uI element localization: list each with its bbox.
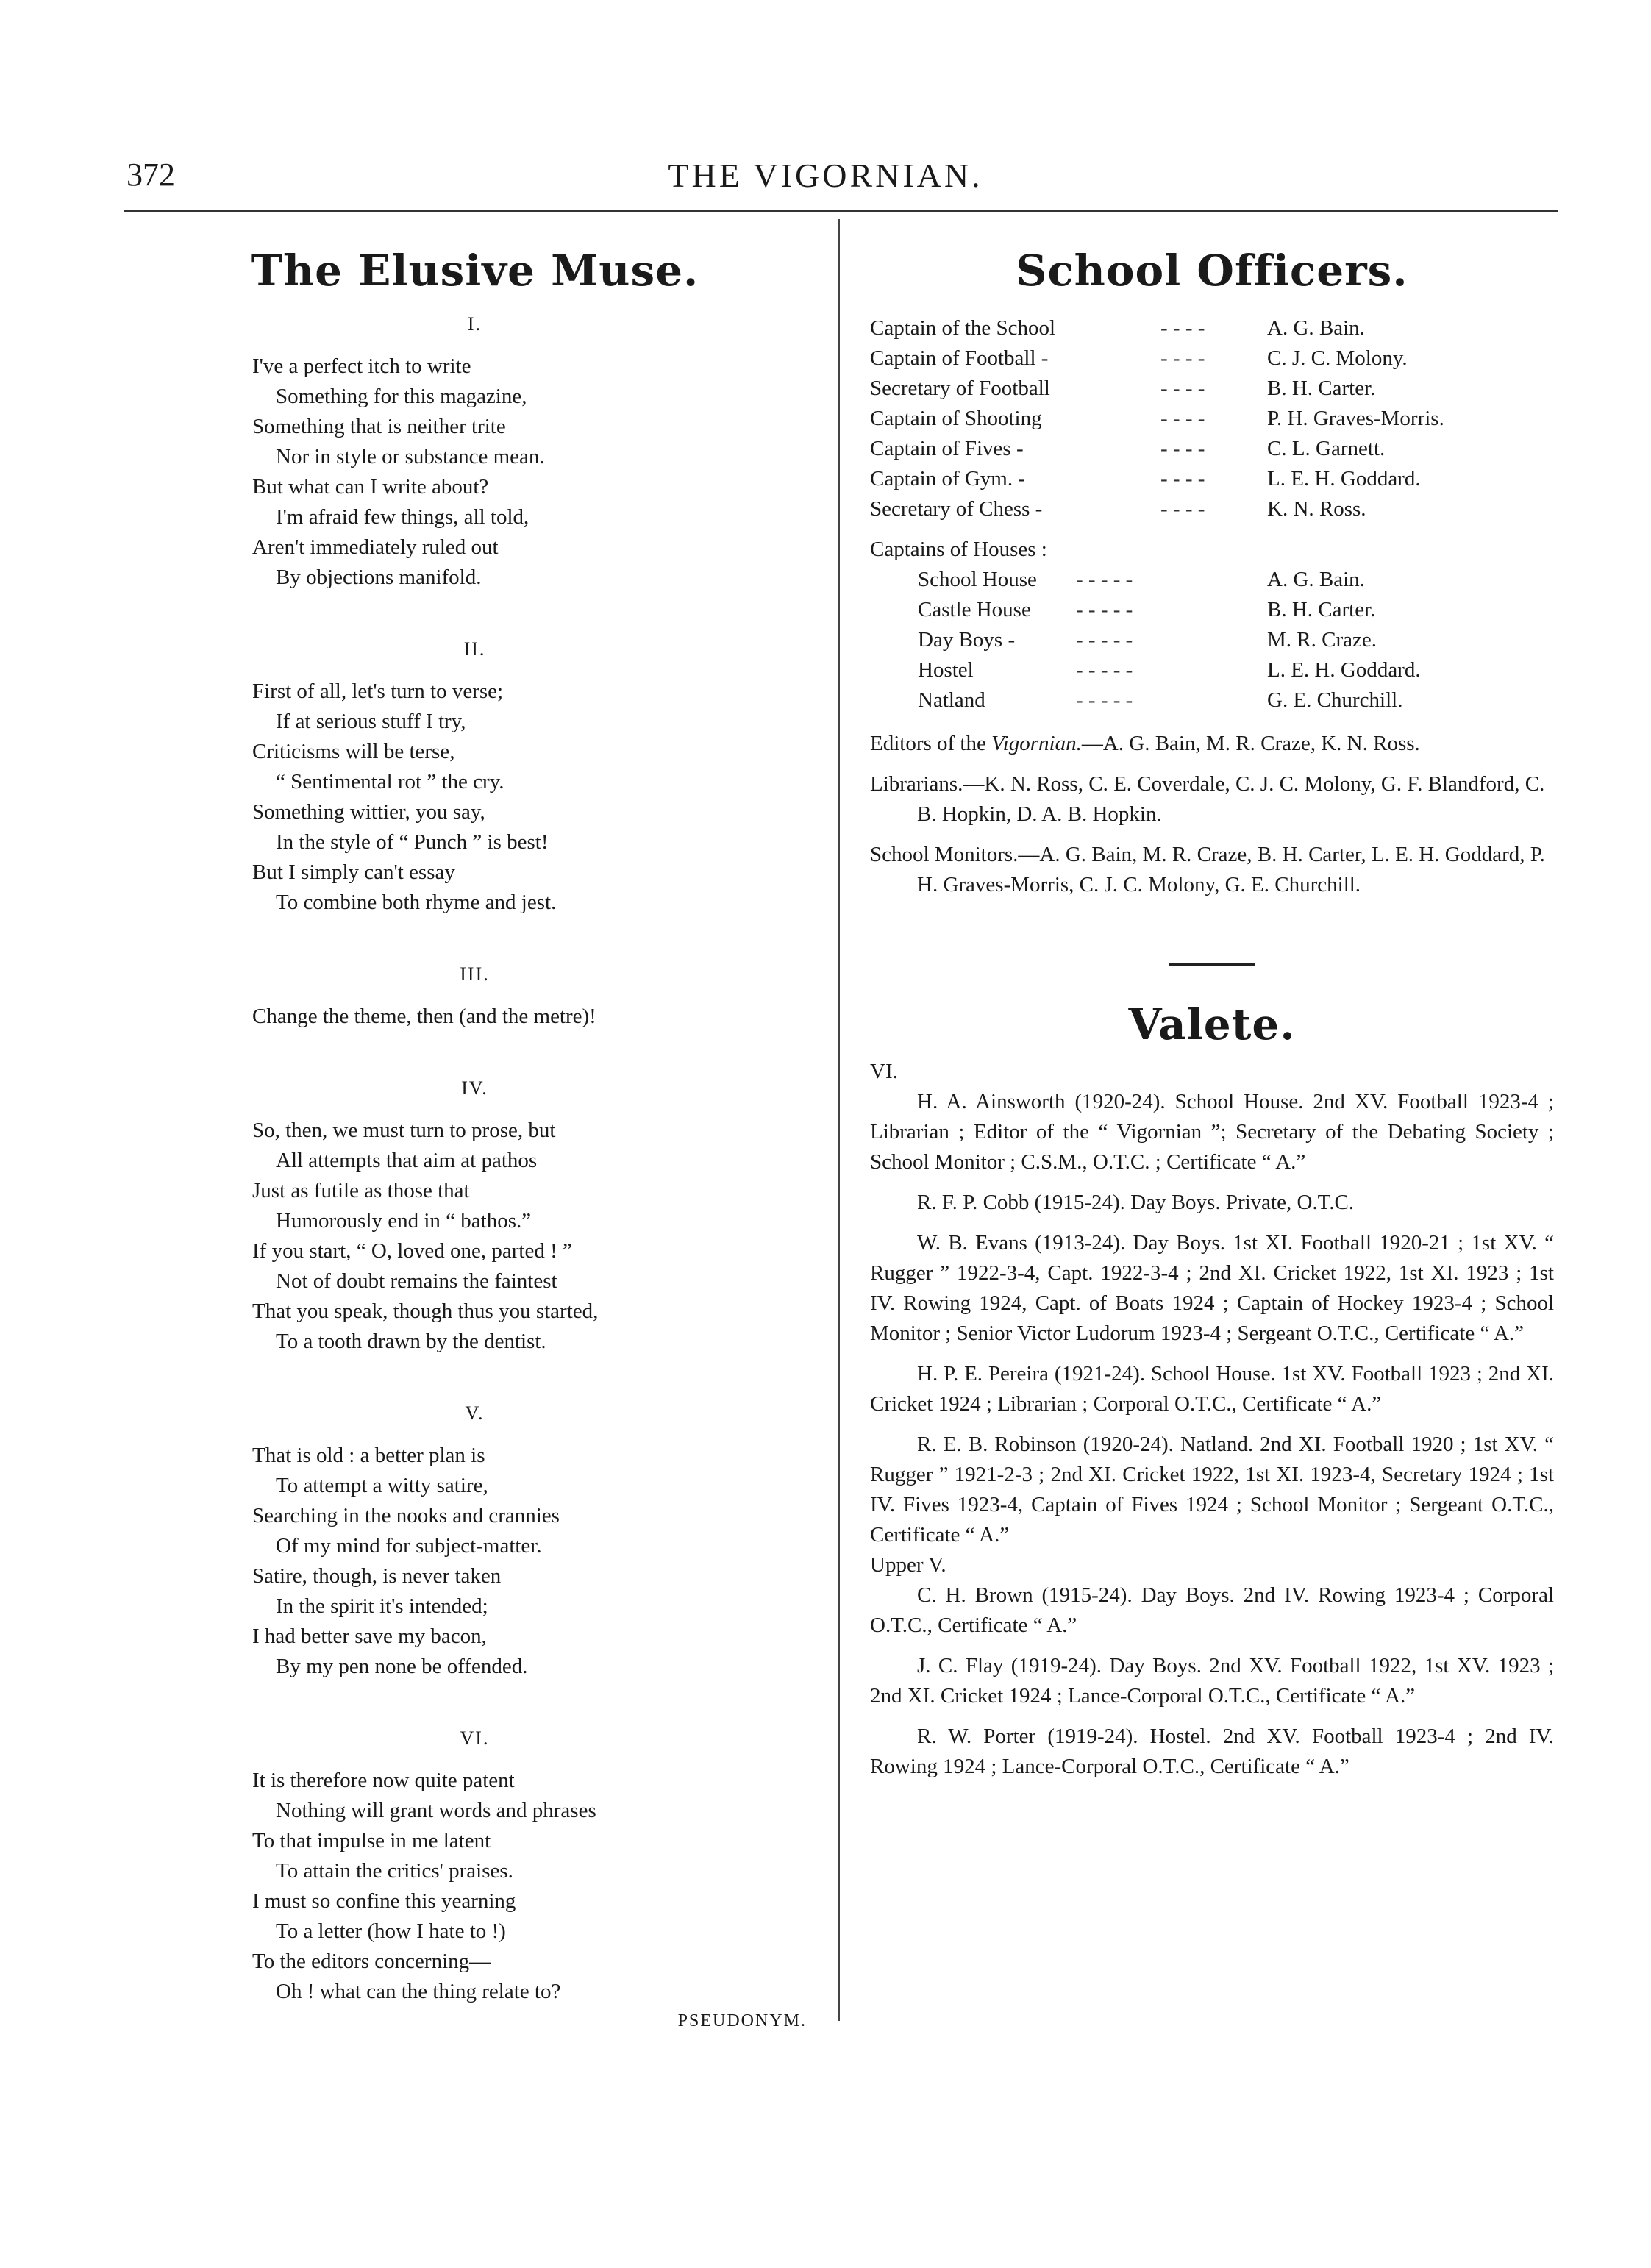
officer-row — [870, 494, 1554, 524]
house-name: Day Boys - — [918, 628, 1016, 652]
librarians-paragraph: Librarians.—K. N. Ross, C. E. Coverdale, C. J. C. Molony, G. F. Blandford, C. B. Hopkin, D. A. B. Hopkin. — [870, 772, 1545, 826]
house-row — [870, 655, 1554, 685]
poem-line: Not of doubt remains the faintest — [276, 1269, 557, 1293]
poem-line: Of my mind for subject-matter. — [276, 1534, 542, 1558]
poem-line: To combine both rhyme and jest. — [276, 891, 557, 914]
officer-dashes: - - - - — [1160, 407, 1205, 430]
poem-line: Nothing will grant words and phrases — [276, 1799, 596, 1822]
house-row — [870, 595, 1554, 625]
poem-line: I've a perfect itch to write — [252, 354, 471, 378]
poem-line: By my pen none be offended. — [276, 1655, 528, 1678]
poem-line: By objections manifold. — [276, 566, 482, 589]
house-captain: M. R. Craze. — [1267, 628, 1377, 652]
officers-title: School Officers. — [1016, 246, 1408, 296]
poem-line: That you speak, though thus you started, — [252, 1299, 599, 1323]
valete-entry: J. C. Flay (1919-24). Day Boys. 2nd XV. Football 1922, 1st XV. 1923 ; 2nd XI. Cricket 1924 ; Lance-Corporal O.T.C., Certificate “ A.” — [870, 1654, 1554, 1708]
poem-line: That is old : a better plan is — [252, 1444, 485, 1467]
valete-form-vi: VI. — [870, 1060, 898, 1083]
officer-dashes: - - - - — [1160, 377, 1205, 400]
valete-entry: H. P. E. Pereira (1921-24). School House. 1st XV. Football 1923 ; 2nd XI. Cricket 1924 ; Librarian ; Corporal O.T.C., Certificate “ A.” — [870, 1362, 1554, 1416]
house-captain: B. H. Carter. — [1267, 598, 1376, 621]
stanza-gap — [124, 1032, 826, 1071]
poem-line: In the style of “ Punch ” is best! — [276, 830, 549, 854]
officer-role: Captain of Shooting — [870, 407, 1042, 430]
stanza-numeral: III. — [460, 963, 490, 985]
valete-entries-vi — [870, 1087, 1554, 1550]
editors-paragraph — [870, 729, 1554, 759]
poem-line: Searching in the nooks and crannies — [252, 1504, 560, 1527]
house-name: Castle House — [918, 598, 1031, 621]
journal-title: THE VIGORNIAN. — [668, 157, 983, 194]
valete-entry: R. F. P. Cobb (1915-24). Day Boys. Private, O.T.C. — [917, 1191, 1355, 1214]
poem-line: Something wittier, you say, — [252, 800, 485, 824]
poem-line: In the spirit it's intended; — [276, 1594, 488, 1618]
section-rule — [1169, 963, 1255, 966]
poem-line: To a letter (how I hate to !) — [276, 1919, 506, 1943]
officer-name: B. H. Carter. — [1267, 377, 1376, 400]
officer-name: K. N. Ross. — [1267, 497, 1366, 521]
poem-line: If at serious stuff I try, — [276, 710, 466, 733]
officer-role: Secretary of Chess - — [870, 497, 1043, 521]
poem-line: First of all, let's turn to verse; — [252, 680, 504, 703]
stanza-numeral: I. — [467, 313, 482, 335]
house-dashes: - - - - - — [1076, 598, 1133, 621]
valete-entry: C. H. Brown (1915-24). Day Boys. 2nd IV. Rowing 1923-4 ; Corporal O.T.C., Certificate “ A.” — [870, 1583, 1554, 1637]
house-captain: L. E. H. Goddard. — [1267, 658, 1421, 682]
officer-name: A. G. Bain. — [1267, 316, 1365, 340]
stanza — [252, 1116, 826, 1357]
stanza-gap — [124, 918, 826, 958]
poem-line: Nor in style or substance mean. — [276, 445, 545, 468]
house-row — [870, 565, 1554, 595]
poem-line: It is therefore now quite patent — [252, 1769, 515, 1792]
valete-entry: R. W. Porter (1919-24). Hostel. 2nd XV. Football 1923-4 ; 2nd IV. Rowing 1924 ; Lance-Corporal O.T.C., Certificate “ A.” — [870, 1725, 1554, 1778]
column-divider — [838, 219, 840, 2021]
officers-list — [870, 313, 1554, 524]
header-rule — [124, 210, 1558, 212]
monitors-paragraph: School Monitors.—A. G. Bain, M. R. Craze, B. H. Carter, L. E. H. Goddard, P. H. Graves-Morris, C. J. C. Molony, G. E. Churchill. — [870, 843, 1545, 896]
poem-line: But what can I write about? — [252, 475, 489, 499]
officer-dashes: - - - - — [1160, 316, 1205, 340]
stanza — [252, 352, 826, 593]
poem-body — [124, 313, 826, 2007]
poem-line: I must so confine this yearning — [252, 1889, 516, 1913]
houses-label: Captains of Houses : — [870, 538, 1047, 561]
officer-row — [870, 374, 1554, 404]
poem-line: To that impulse in me latent — [252, 1829, 491, 1852]
stanza-gap — [124, 1682, 826, 1722]
valete-entry: W. B. Evans (1913-24). Day Boys. 1st XI. Football 1920-21 ; 1st XV. “ Rugger ” 1922-3-4, Capt. 1922-3-4 ; 2nd XI. Cricket 1922, 1st XI. 1923 ; 1st IV. Rowing 1924, Capt. of Boats 1924 ; Captain of Hockey 1923-4 ; School Monitor ; Senior Victor Ludorum 1923-4 ; Sergeant O.T.C., Certificate “ A.” — [870, 1231, 1554, 1345]
editors-journal: Vigornian. — [991, 732, 1082, 755]
officer-name: L. E. H. Goddard. — [1267, 467, 1421, 491]
stanza — [252, 1441, 826, 1682]
poem-line: To a tooth drawn by the dentist. — [276, 1330, 546, 1353]
poem-line: I'm afraid few things, all told, — [276, 505, 529, 529]
officer-dashes: - - - - — [1160, 467, 1205, 491]
page-header — [0, 0, 1651, 221]
officer-dashes: - - - - — [1160, 346, 1205, 370]
officer-role: Captain of Football - — [870, 346, 1049, 370]
editors-label: Editors of the — [870, 732, 986, 755]
valete-entry: R. E. B. Robinson (1920-24). Natland. 2nd XI. Football 1920 ; 1st XV. “ Rugger ” 1921-2-3 ; 2nd XI. Cricket 1922, 1st XI. 1923-4, Secretary 1924 ; 1st IV. Fives 1923-4, Captain of Fives 1924 ; School Monitor ; Sergeant O.T.C., Certificate “ A.” — [870, 1433, 1554, 1547]
officer-role: Secretary of Football — [870, 377, 1050, 400]
poem-line: If you start, “ O, loved one, parted ! ” — [252, 1239, 572, 1263]
poem-line: Satire, though, is never taken — [252, 1564, 502, 1588]
officer-row — [870, 404, 1554, 434]
valete-entry: H. A. Ainsworth (1920-24). School House. 2nd XV. Football 1923-4 ; Librarian ; Editor of the “ Vigornian ”; Secretary of the Debating Society ; School Monitor ; C.S.M., O.T.C. ; Certificate “ A.” — [870, 1090, 1554, 1174]
house-row — [870, 685, 1554, 716]
stanza-gap — [124, 1357, 826, 1397]
officer-name: P. H. Graves-Morris. — [1267, 407, 1444, 430]
stanza-numeral: VI. — [460, 1727, 490, 1749]
house-dashes: - - - - - — [1076, 658, 1133, 682]
house-name: School House — [918, 568, 1037, 591]
editors-names: —A. G. Bain, M. R. Craze, K. N. Ross. — [1081, 732, 1420, 755]
houses-list — [870, 565, 1554, 716]
stanza-gap — [124, 593, 826, 632]
officer-dashes: - - - - — [1160, 497, 1205, 521]
stanza — [252, 677, 826, 918]
officer-row — [870, 343, 1554, 374]
valete-entries-upper-v — [870, 1580, 1554, 1782]
poem-line: Aren't immediately ruled out — [252, 535, 499, 559]
officer-row — [870, 313, 1554, 343]
valete-title: Valete. — [1128, 999, 1296, 1049]
stanza-numeral: V. — [465, 1402, 485, 1424]
poem-line: But I simply can't essay — [252, 860, 455, 884]
poem-line: Oh ! what can the thing relate to? — [276, 1980, 561, 2003]
poem-line: Criticisms will be terse, — [252, 740, 455, 763]
stanza-numeral: IV. — [461, 1077, 488, 1099]
page-number: 372 — [126, 157, 175, 193]
house-dashes: - - - - - — [1076, 688, 1133, 712]
house-name: Natland — [918, 688, 985, 712]
poem-line: To attain the critics' praises. — [276, 1859, 513, 1883]
stanza — [252, 1766, 826, 2007]
house-captain: A. G. Bain. — [1267, 568, 1365, 591]
poem-column — [124, 221, 826, 2031]
poem-line: Humorously end in “ bathos.” — [276, 1209, 532, 1233]
poem-line: “ Sentimental rot ” the cry. — [276, 770, 504, 794]
poem-line: Change the theme, then (and the metre)! — [252, 1005, 596, 1028]
officer-role: Captain of Gym. - — [870, 467, 1026, 491]
poem-line: Just as futile as those that — [252, 1179, 470, 1202]
officers-column — [870, 221, 1554, 1792]
house-name: Hostel — [918, 658, 974, 682]
officer-dashes: - - - - — [1160, 437, 1205, 460]
officer-name: C. J. C. Molony. — [1267, 346, 1408, 370]
house-dashes: - - - - - — [1076, 568, 1133, 591]
poem-line: Something that is neither trite — [252, 415, 506, 438]
poem-title: The Elusive Muse. — [250, 246, 699, 296]
poem-line: Something for this magazine, — [276, 385, 527, 408]
officer-role: Captain of the School — [870, 316, 1056, 340]
house-dashes: - - - - - — [1076, 628, 1133, 652]
poem-line: To the editors concerning— — [252, 1950, 491, 1973]
house-captain: G. E. Churchill. — [1267, 688, 1403, 712]
officer-row — [870, 464, 1554, 494]
poem-line: So, then, we must turn to prose, but — [252, 1119, 556, 1142]
officer-name: C. L. Garnett. — [1267, 437, 1386, 460]
poem-line: I had better save my bacon, — [252, 1625, 487, 1648]
officer-role: Captain of Fives - — [870, 437, 1024, 460]
poem-author: PSEUDONYM. — [677, 2011, 807, 2030]
poem-line: All attempts that aim at pathos — [276, 1149, 538, 1172]
stanza-numeral: II. — [463, 638, 486, 660]
poem-line: To attempt a witty satire, — [276, 1474, 488, 1497]
valete-form-upper-v: Upper V. — [870, 1553, 946, 1577]
house-row — [870, 625, 1554, 655]
officer-row — [870, 434, 1554, 464]
stanza — [252, 1002, 826, 1032]
